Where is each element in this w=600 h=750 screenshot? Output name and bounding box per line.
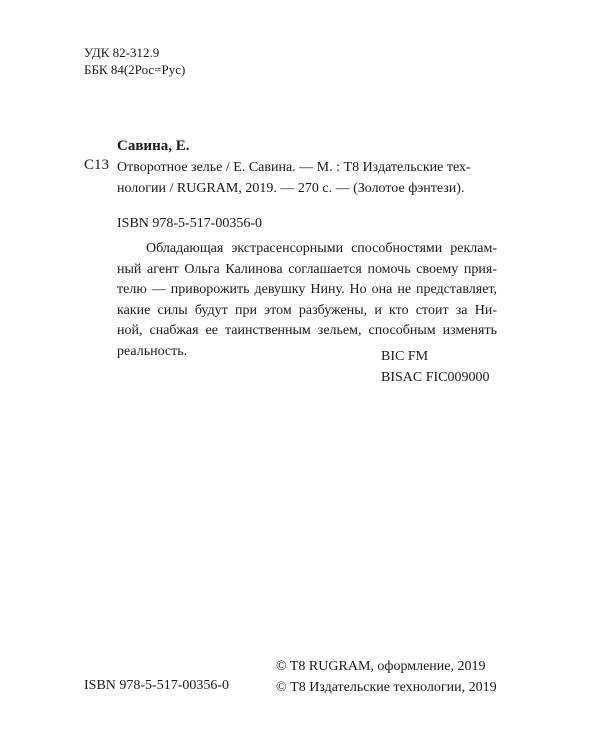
annotation-line: ный агент Ольга Калинова соглашается помочь своему прия-: [117, 261, 497, 277]
cutter-code: С13: [84, 157, 110, 173]
copyright-design: © T8 RUGRAM, оформление, 2019: [276, 659, 486, 674]
annotation-line: Обладающая экстрасенсорными способностями реклам-: [146, 241, 497, 256]
copyright-publisher: © Т8 Издательские технологии, 2019: [276, 680, 497, 695]
bbk-code: ББК 84(2Рос=Рус): [84, 62, 186, 77]
classification-block: [84, 44, 185, 78]
bibliographic-description: [117, 157, 527, 199]
udk-code: УДК 82-312.9: [84, 45, 160, 60]
annotation-line: реальность.: [117, 343, 188, 359]
annotation-line: телю — приворожить девушку Нину. Но она не представляет,: [117, 282, 497, 297]
annotation: [117, 239, 497, 362]
author-heading: Савина, Е.: [117, 138, 190, 154]
bic-code: BIC FM: [381, 349, 429, 364]
copyright-block: [276, 656, 497, 698]
description-line-1: Отворотное зелье / Е. Савина. — М. : Т8 Издательские тех-: [117, 160, 471, 175]
footer-isbn: ISBN 978-5-517-00356-0: [84, 678, 230, 693]
bisac-code: BISAC FIC009000: [381, 370, 490, 385]
isbn: ISBN 978-5-517-00356-0: [117, 216, 263, 231]
subject-codes: [381, 346, 490, 388]
annotation-line: ной, снабжая ее таинственным зельем, способным изменять: [117, 323, 497, 338]
description-line-2: нологии / RUGRAM, 2019. — 270 с. — (Золотое фэнтези).: [117, 181, 465, 196]
annotation-line: какие силы будут при этом разбужены, и кто стоит за Ни-: [117, 302, 497, 318]
